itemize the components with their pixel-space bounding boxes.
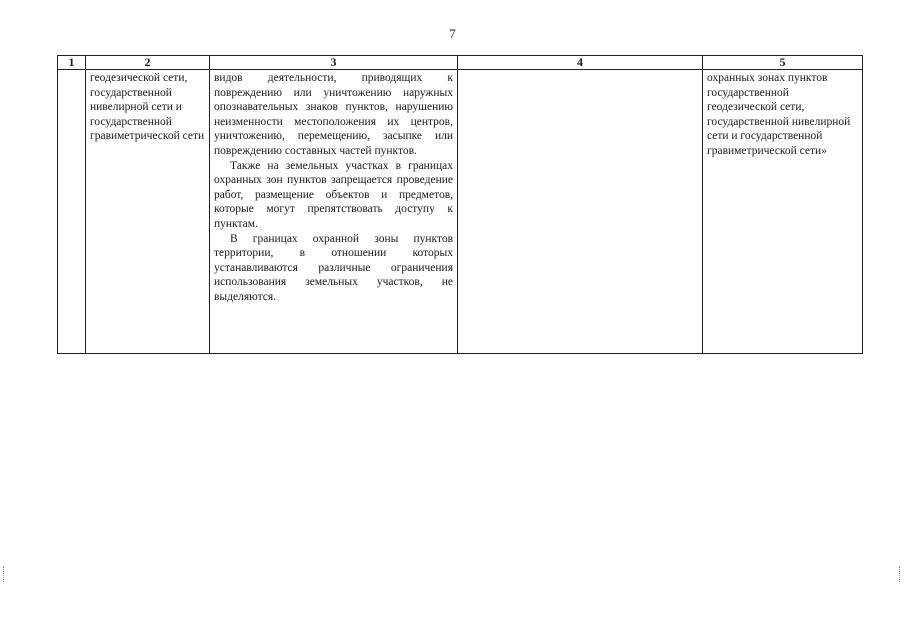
cell-col4 [458,70,703,354]
document-table [57,55,863,354]
table-row [58,70,863,354]
left-margin-mark [3,566,7,582]
column-header-4: 4 [458,56,703,70]
column-header-1: 1 [58,56,86,70]
column-header-2: 2 [86,56,210,70]
cell-col1 [58,70,86,354]
column-header-5: 5 [703,56,863,70]
cell-col2: геодезической сети, государственной нивелирной сети и государственной гравиметрической сети [86,70,210,354]
col3-paragraph-2: Также на земельных участках в границах охранных зон пунктов запрещается проведение работ, размещение объектов и предметов, которые могут препятствовать доступу к пунктам. [214,159,453,230]
column-header-3: 3 [210,56,458,70]
col3-paragraph-3: В границах охранной зоны пунктов территории, в отношении которых устанавливаются различные ограничения использования земельных участков, не выделяются. [214,232,453,303]
right-margin-mark [899,566,903,582]
cell-col3 [210,70,458,354]
page-number: 7 [449,26,456,41]
col3-paragraph-1: видов деятельности, приводящих к повреждению или уничтожению наружных опознавательных знаков пунктов, нарушению неизменности местоположения их центров, уничтожению, перемещению, засыпке или повреждению составных частей пунктов. [214,72,453,157]
table-header-row [58,56,863,70]
cell-col5: охранных зонах пунктов государственной геодезической сети, государственной нивелирной сети и государственной гравиметрической сети» [703,70,863,354]
